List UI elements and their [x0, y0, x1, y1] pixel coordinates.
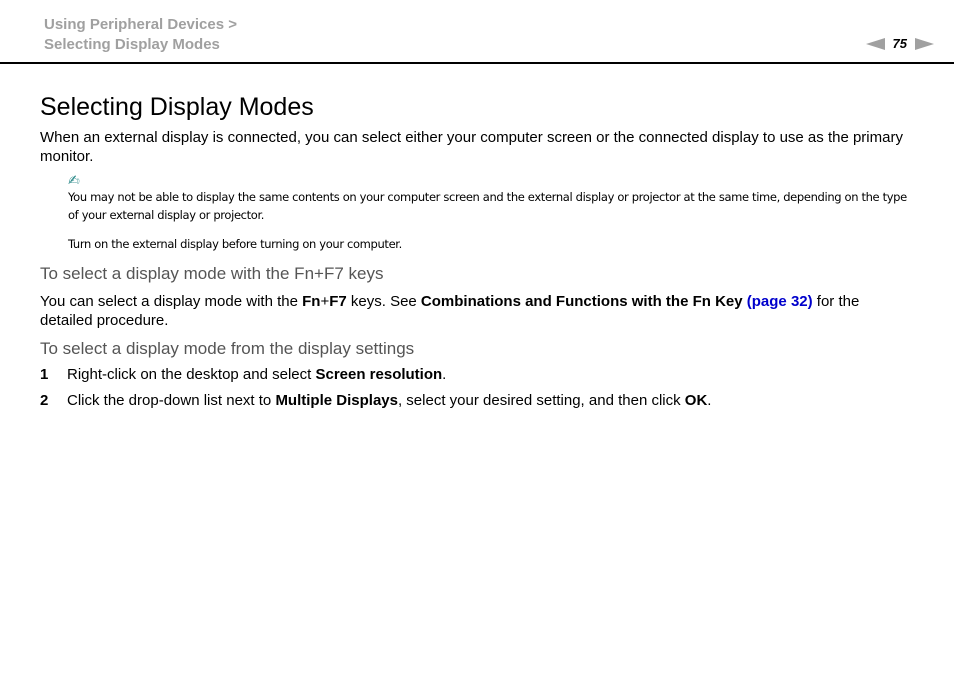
page-navigator: [866, 37, 934, 51]
list-item: [40, 365, 912, 384]
text-run: +: [320, 293, 330, 310]
step-number: 1: [40, 366, 49, 383]
step-text: [67, 391, 711, 410]
note-block: [68, 174, 912, 253]
breadcrumb-parent[interactable]: Using Peripheral Devices: [44, 16, 225, 33]
key-f7: F7: [329, 293, 347, 310]
text-run: You can select a display mode with the: [40, 293, 303, 310]
key-fn: Fn: [302, 293, 321, 310]
steps-list: [40, 365, 912, 410]
section-paragraph: [40, 292, 912, 330]
text-run: Right-click on the desktop and select: [67, 366, 316, 383]
reference-title: Combinations and Functions with the Fn Key: [420, 293, 743, 310]
page-link[interactable]: (page 32): [746, 293, 813, 310]
ui-term: Screen resolution: [315, 366, 443, 383]
note-text: Turn on the external display before turning on your computer.: [68, 237, 402, 251]
step-number: 2: [40, 392, 49, 409]
section-heading: To select a display mode from the display settings: [40, 339, 415, 358]
text-run: , select your desired setting, and then click: [397, 392, 685, 409]
section-heading: To select a display mode with the Fn+F7 keys: [40, 264, 384, 283]
breadcrumb: [44, 16, 237, 33]
next-page-icon[interactable]: [915, 38, 934, 50]
text-run: for the detailed procedure.: [40, 293, 860, 329]
main-content: [40, 92, 912, 417]
text-run: keys. See: [346, 293, 421, 310]
breadcrumb-separator: >: [228, 16, 238, 33]
step-text: [67, 365, 446, 384]
ui-term: OK: [684, 392, 708, 409]
text-run: Click the drop-down list next to: [67, 392, 276, 409]
note-text: You may not be able to display the same contents on your computer screen and the external display or projector at the same time, depending on the type of your external display or projector.: [68, 190, 907, 222]
list-item: [40, 391, 912, 410]
intro-paragraph: When an external display is connected, you can select either your computer screen or the connected display to use as the primary monitor.: [40, 129, 903, 165]
text-run: .: [442, 366, 447, 383]
page-number: 75: [892, 36, 907, 51]
pencil-icon: ✍: [68, 173, 80, 189]
text-run: .: [707, 392, 712, 409]
breadcrumb-current: Selecting Display Modes: [44, 36, 220, 53]
page-header: [0, 0, 954, 64]
previous-page-icon[interactable]: [866, 38, 885, 50]
ui-term: Multiple Displays: [275, 392, 398, 409]
page-title: Selecting Display Modes: [40, 93, 314, 121]
header-divider: [0, 62, 954, 64]
